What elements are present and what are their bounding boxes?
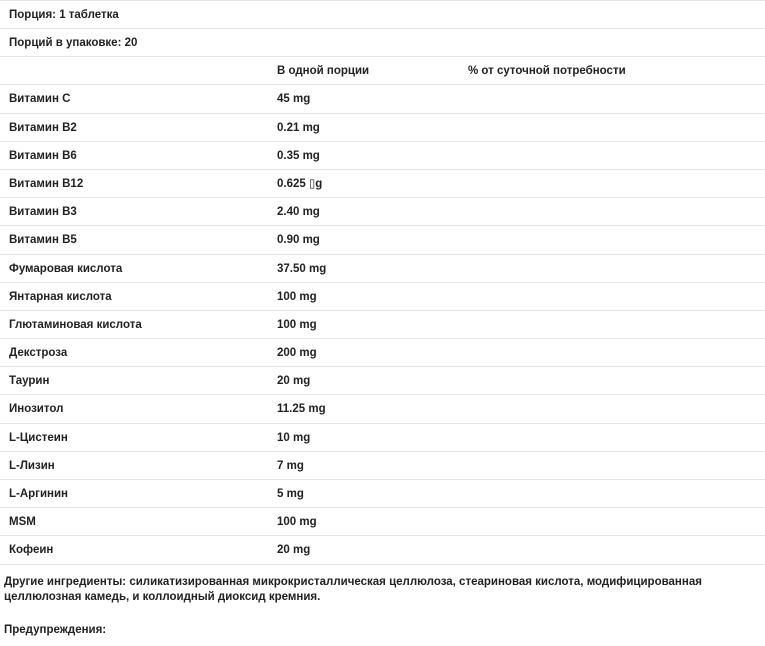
table-row <box>0 114 765 142</box>
table-row <box>0 367 765 395</box>
table-row <box>0 142 765 170</box>
nutrient-name: Декстроза <box>9 347 68 360</box>
serving-size: Порция: 1 таблетка <box>9 9 119 21</box>
nutrient-amount: 100 mg <box>277 516 317 529</box>
nutrient-name: L-Цистеин <box>9 431 68 444</box>
table-row <box>0 339 765 367</box>
nutrient-amount: 20 mg <box>277 375 311 388</box>
nutrient-name: Витамин B12 <box>9 177 84 190</box>
table-row <box>0 226 765 254</box>
nutrient-name: L-Лизин <box>9 459 55 472</box>
table-header-row <box>0 57 765 85</box>
table-row <box>0 198 765 226</box>
servings-per-container: Порций в упаковке: 20 <box>9 37 138 49</box>
nutrient-amount: 5 mg <box>277 488 304 500</box>
nutrient-amount: 45 mg <box>277 93 311 106</box>
nutrient-name: Витамин B6 <box>9 149 77 162</box>
nutrient-amount: 20 mg <box>277 544 311 557</box>
nutrient-name: Глютаминовая кислота <box>9 318 142 331</box>
header-daily-value: % от суточной потребности <box>468 65 626 78</box>
nutrient-amount: 0.90 mg <box>277 234 320 247</box>
table-row <box>0 452 765 480</box>
table-row <box>0 255 765 283</box>
nutrient-amount: 0.35 mg <box>277 149 320 162</box>
table-row <box>0 170 765 198</box>
other-ingredients: Другие ингредиенты: силикатизированная микрокристаллическая целлюлоза, стеариновая кислота, модифицированная целлюлозная камедь, и коллоидный диоксид кремния. <box>4 576 702 603</box>
warnings-label: Предупреждения: <box>4 624 107 636</box>
nutrient-name: Янтарная кислота <box>9 290 112 303</box>
nutrient-name: Витамин C <box>9 93 71 106</box>
table-row <box>0 283 765 311</box>
nutrient-name: Витамин B3 <box>9 206 77 219</box>
table-row <box>0 85 765 113</box>
nutrient-amount: 100 mg <box>277 290 317 303</box>
table-row <box>0 311 765 339</box>
header-amount: В одной порции <box>277 65 370 78</box>
nutrient-amount: 37.50 mg <box>277 262 327 275</box>
serving-size-row <box>0 0 765 29</box>
servings-per-container-row <box>0 29 765 57</box>
table-row <box>0 395 765 423</box>
table-row <box>0 508 765 536</box>
table-row <box>0 536 765 564</box>
nutrient-name: Витамин B5 <box>9 234 77 247</box>
nutrient-amount: 0.625 ▯g <box>277 177 323 190</box>
nutrient-name: Инозитол <box>9 403 64 416</box>
nutrient-amount: 0.21 mg <box>277 121 320 134</box>
nutrient-name: Таурин <box>9 375 50 388</box>
nutrient-amount: 2.40 mg <box>277 206 320 219</box>
nutrient-name: L-Аргинин <box>9 488 69 500</box>
nutrient-amount: 10 mg <box>277 431 311 444</box>
table-row <box>0 424 765 452</box>
nutrient-name: Кофеин <box>9 544 54 557</box>
table-row <box>0 480 765 508</box>
nutrient-amount: 11.25 mg <box>277 403 326 416</box>
nutrient-name: MSM <box>9 516 36 529</box>
nutrient-name: Витамин B2 <box>9 121 77 134</box>
nutrient-name: Фумаровая кислота <box>9 262 123 275</box>
nutrient-amount: 7 mg <box>277 459 304 472</box>
nutrient-amount: 100 mg <box>277 318 317 331</box>
nutrient-rows <box>0 85 765 564</box>
nutrient-amount: 200 mg <box>277 347 317 360</box>
